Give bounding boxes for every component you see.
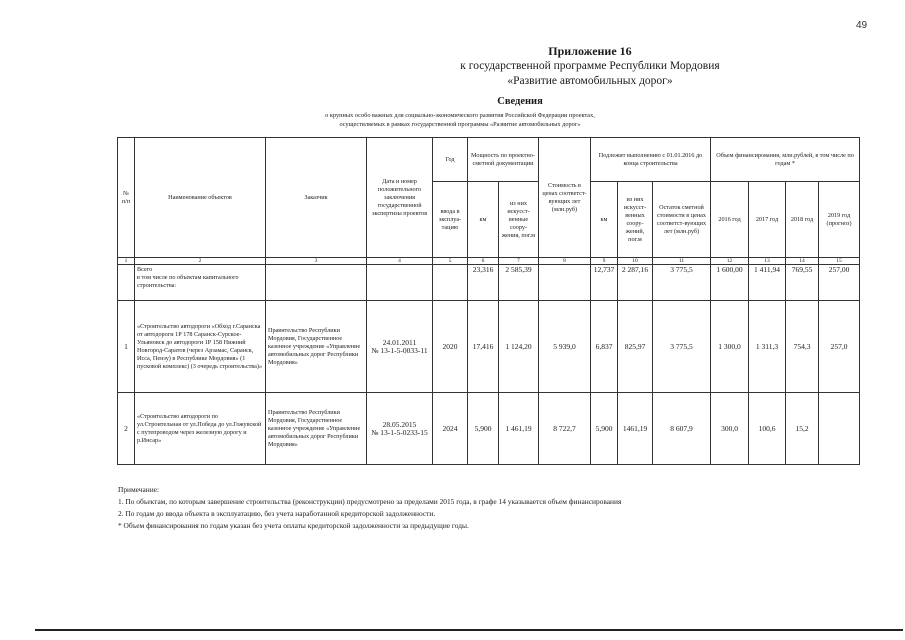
row-conclusion: 28.05.2015 № 13-1-5-0233-15 bbox=[367, 393, 433, 465]
header-rem-cost: Остаток сметной стоимости в ценах соответст-вующих лет (млн.руб) bbox=[653, 182, 711, 258]
row-y2018: 15,2 bbox=[786, 393, 819, 465]
row-year: 2024 bbox=[433, 393, 468, 465]
row-customer: Правительство Республики Мордовия, Государственное казенное учреждение «Управление автомобильных дорог Республики Мордовия» bbox=[266, 393, 367, 465]
document-subtitle bbox=[200, 111, 720, 129]
row-cap-art: 1 124,20 bbox=[499, 301, 539, 393]
header-remaining: Подлежит выполнению с 01.01.2016 до конца строительства bbox=[591, 138, 711, 182]
appendix-title: Приложение 16 bbox=[548, 44, 632, 58]
row-rem-art: 825,97 bbox=[618, 301, 653, 393]
header-customer: Заказчик bbox=[266, 138, 367, 258]
appendix-subtitle: к государственной программе Республики Мордовия bbox=[460, 60, 720, 72]
total-label: Всего в том числе по объектам капитального строительства: bbox=[135, 265, 266, 301]
row-y2016: 300,0 bbox=[711, 393, 749, 465]
table-row bbox=[118, 393, 860, 465]
row-y2019: 257,0 bbox=[819, 301, 860, 393]
header-conclusion: Дата и номер положительного заключения государственной экспертизы проектов bbox=[367, 138, 433, 258]
index-cell: 11 bbox=[653, 258, 711, 265]
row-num: 1 bbox=[118, 301, 135, 393]
total-cap-art: 2 585,39 bbox=[499, 265, 539, 301]
row-y2017: 100,6 bbox=[749, 393, 786, 465]
header-name: Наименование объектов bbox=[135, 138, 266, 258]
index-cell: 3 bbox=[266, 258, 367, 265]
row-num: 2 bbox=[118, 393, 135, 465]
row-year: 2020 bbox=[433, 301, 468, 393]
note-1: 1. По объектам, по которым завершение строительства (реконструкции) предусмотрено за пределами 2015 года, в графе 14 указывается объем финансирования bbox=[118, 497, 622, 506]
row-rem-art: 1461,19 bbox=[618, 393, 653, 465]
index-cell: 5 bbox=[433, 258, 468, 265]
scan-edge-line bbox=[35, 629, 903, 631]
row-y2017: 1 311,3 bbox=[749, 301, 786, 393]
header-rem-km: км bbox=[591, 182, 618, 258]
index-cell: 4 bbox=[367, 258, 433, 265]
header-cap-art: из них искусст-венные соору-жения, пог.м bbox=[499, 182, 539, 258]
index-cell: 8 bbox=[539, 258, 591, 265]
total-rem-cost: 3 775,5 bbox=[653, 265, 711, 301]
total-y2017: 1 411,94 bbox=[749, 265, 786, 301]
row-name: «Строительство автодороги «Обход г.Саранска от автодороги 1Р 178 Саранск-Сурское-Ульяновск до автодороги 1Р 158 Нижний Новгород-Саратов (через Арзамас, Саранск, Исса, Пензу) в Республике Мордовия» (1 пусковой комплекс) (3 очередь строительства)» bbox=[135, 301, 266, 393]
row-cap-km: 17,416 bbox=[468, 301, 499, 393]
row-rem-cost: 8 607,9 bbox=[653, 393, 711, 465]
index-cell: 1 bbox=[118, 258, 135, 265]
total-cap-km: 23,316 bbox=[468, 265, 499, 301]
total-y2016: 1 600,00 bbox=[711, 265, 749, 301]
header-y2016: 2016 год bbox=[711, 182, 749, 258]
index-cell: 6 bbox=[468, 258, 499, 265]
note-3: * Объем финансирования по годам указан без учета оплаты кредиторской задолженности за предыдущие годы. bbox=[118, 521, 469, 530]
subtitle-line-1: о крупных особо важных для социально-экономического развития Российской Федерации проектах, bbox=[325, 112, 595, 119]
row-y2019 bbox=[819, 393, 860, 465]
index-cell: 2 bbox=[135, 258, 266, 265]
note-2: 2. По годам до ввода объекта в эксплуатацию, без учета наработанной кредиторской задолженности. bbox=[118, 509, 436, 518]
index-cell: 15 bbox=[819, 258, 860, 265]
total-rem-km: 12,737 bbox=[591, 265, 618, 301]
notes bbox=[118, 484, 818, 532]
header-year: Год bbox=[433, 138, 468, 182]
projects-table bbox=[117, 137, 860, 465]
header-y2018: 2018 год bbox=[786, 182, 819, 258]
notes-heading: Примечание: bbox=[118, 485, 160, 494]
appendix-header bbox=[425, 44, 755, 89]
header-capacity: Мощность по проектно-сметной документации bbox=[468, 138, 539, 182]
row-name: «Строительство автодороги по ул.Строительная от ул.Победа до ул.Гожувской с путепроводом через железную дорогу и р.Инсар» bbox=[135, 393, 266, 465]
header-num: № п/п bbox=[118, 138, 135, 258]
total-y2018: 769,55 bbox=[786, 265, 819, 301]
index-cell: 12 bbox=[711, 258, 749, 265]
row-cap-km: 5,900 bbox=[468, 393, 499, 465]
subtitle-line-2: осуществляемых в рамках государственной программы «Развитие автомобильных дорог» bbox=[339, 121, 581, 128]
row-rem-cost: 3 775,5 bbox=[653, 301, 711, 393]
index-cell: 9 bbox=[591, 258, 618, 265]
header-year-sub: ввода в эксплуа-тацию bbox=[433, 182, 468, 258]
index-cell: 14 bbox=[786, 258, 819, 265]
row-conclusion: 24.01.2011 № 13-1-5-0033-11 bbox=[367, 301, 433, 393]
page-number: 49 bbox=[856, 20, 868, 31]
row-customer: Правительство Республики Мордовия, Государственное казенное учреждение «Управление автомобильных дорог Республики Мордовия» bbox=[266, 301, 367, 393]
header-y2019: 2019 год (прогноз) bbox=[819, 182, 860, 258]
column-index-row bbox=[118, 258, 860, 265]
row-rem-km: 5,900 bbox=[591, 393, 618, 465]
header-cap-km: км bbox=[468, 182, 499, 258]
header-y2017: 2017 год bbox=[749, 182, 786, 258]
row-cap-art: 1 461,19 bbox=[499, 393, 539, 465]
header-cost: Стоимость в ценах соответст-вующих лет (млн.руб) bbox=[539, 138, 591, 258]
index-cell: 13 bbox=[749, 258, 786, 265]
total-y2019: 257,00 bbox=[819, 265, 860, 301]
header-rem-art: из них искусст-венных соору-жений, пог.м bbox=[618, 182, 653, 258]
row-y2016: 1 300,0 bbox=[711, 301, 749, 393]
row-cost: 5 939,0 bbox=[539, 301, 591, 393]
total-row bbox=[118, 265, 860, 301]
header-financing: Объем финансирования, млн.рублей, в том числе по годам * bbox=[711, 138, 860, 182]
row-y2018: 754,3 bbox=[786, 301, 819, 393]
row-rem-km: 6,837 bbox=[591, 301, 618, 393]
document-title: Сведения bbox=[497, 96, 543, 107]
appendix-program-name: «Развитие автомобильных дорог» bbox=[507, 75, 673, 87]
index-cell: 7 bbox=[499, 258, 539, 265]
row-cost: 8 722,7 bbox=[539, 393, 591, 465]
index-cell: 10 bbox=[618, 258, 653, 265]
total-rem-art: 2 287,16 bbox=[618, 265, 653, 301]
table-row bbox=[118, 301, 860, 393]
